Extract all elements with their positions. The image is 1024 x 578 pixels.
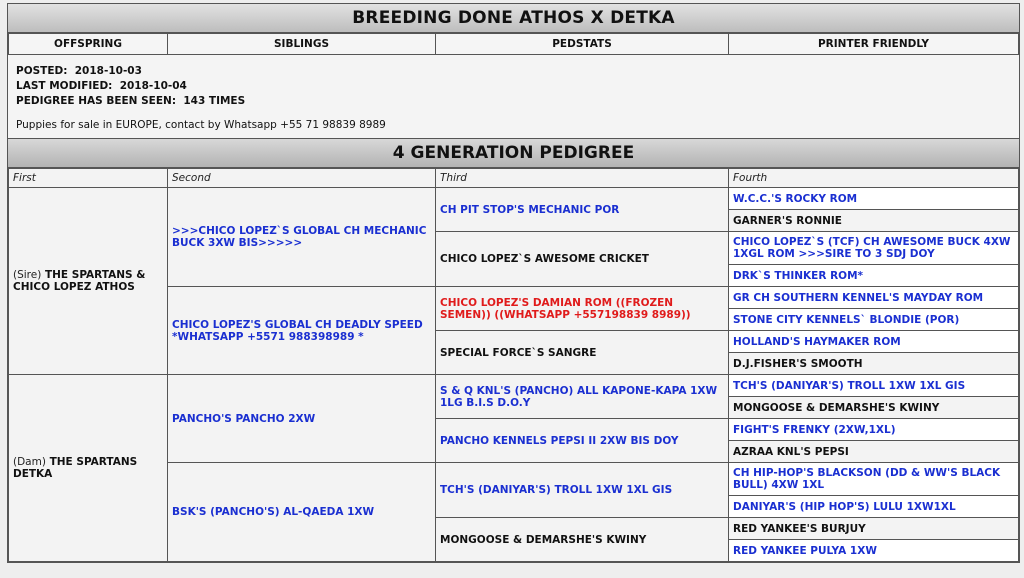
fourth-link-9[interactable]: TCH'S (DANIYAR'S) TROLL 1XW 1XL GIS bbox=[733, 379, 966, 392]
pedigree-title: 4 GENERATION PEDIGREE bbox=[8, 139, 1019, 168]
fourth-cell-7 bbox=[729, 331, 1019, 353]
third-link-5[interactable]: S & Q KNL'S (PANCHO) ALL KAPONE-KAPA 1XW 1LG B.I.S D.O.Y bbox=[440, 384, 718, 409]
fourth-cell-1 bbox=[729, 188, 1019, 210]
dam-label: (Dam) bbox=[13, 456, 46, 468]
pedigree-page bbox=[7, 3, 1020, 563]
fourth-cell-5 bbox=[729, 287, 1019, 309]
fourth-link-2[interactable]: GARNER'S RONNIE bbox=[733, 214, 842, 227]
fourth-link-4[interactable]: DRK`S THINKER ROM* bbox=[733, 269, 864, 282]
col-third: Third bbox=[436, 169, 729, 188]
fourth-cell-16 bbox=[729, 540, 1019, 562]
third-link-6[interactable]: PANCHO KENNELS PEPSI II 2XW BIS DOY bbox=[440, 434, 679, 447]
fourth-cell-2 bbox=[729, 210, 1019, 232]
sire-link[interactable]: THE SPARTANS & CHICO LOPEZ ATHOS bbox=[13, 269, 146, 293]
col-second: Second bbox=[168, 169, 436, 188]
fourth-link-8[interactable]: D.J.FISHER'S SMOOTH bbox=[733, 357, 863, 370]
fourth-link-10[interactable]: MONGOOSE & DEMARSHE'S KWINY bbox=[733, 401, 940, 414]
third-link-4[interactable]: SPECIAL FORCE`S SANGRE bbox=[440, 346, 597, 359]
page-title: BREEDING DONE ATHOS X DETKA bbox=[8, 4, 1019, 33]
fourth-cell-3 bbox=[729, 232, 1019, 265]
fourth-link-14[interactable]: DANIYAR'S (HIP HOP'S) LULU 1XW1XL bbox=[733, 500, 956, 513]
third-link-1[interactable]: CH PIT STOP'S MECHANIC POR bbox=[440, 203, 620, 216]
fourth-cell-6 bbox=[729, 309, 1019, 331]
posted-line bbox=[16, 64, 1011, 79]
third-cell-3 bbox=[436, 287, 729, 331]
third-cell-5 bbox=[436, 375, 729, 419]
third-cell-7 bbox=[436, 463, 729, 518]
sire-label: (Sire) bbox=[13, 269, 42, 281]
seen-label: PEDIGREE HAS BEEN SEEN: bbox=[16, 95, 177, 107]
fourth-link-1[interactable]: W.C.C.'S ROCKY ROM bbox=[733, 192, 858, 205]
second-link-2[interactable]: CHICO LOPEZ'S GLOBAL CH DEADLY SPEED *WHATSAPP +5571 988398989 * bbox=[172, 318, 423, 343]
posted-label: POSTED: bbox=[16, 65, 68, 77]
column-header-row bbox=[9, 169, 1019, 188]
second-link-1[interactable]: >>>CHICO LOPEZ`S GLOBAL CH MECHANIC BUCK 3XW BIS>>>>> bbox=[172, 225, 427, 249]
modified-date: 2018-10-04 bbox=[119, 80, 187, 92]
dam-link[interactable]: THE SPARTANS DETKA bbox=[13, 456, 138, 480]
fourth-link-16[interactable]: RED YANKEE PULYA 1XW bbox=[733, 544, 877, 557]
second-cell-3 bbox=[168, 375, 436, 463]
fourth-link-6[interactable]: STONE CITY KENNELS` BLONDIE (POR) bbox=[733, 313, 960, 326]
sale-note: Puppies for sale in EUROPE, contact by Whatsapp +55 71 98839 8989 bbox=[16, 119, 386, 131]
dam-cell bbox=[9, 375, 168, 562]
second-cell-2 bbox=[168, 287, 436, 375]
sire-cell bbox=[9, 188, 168, 375]
third-link-8[interactable]: MONGOOSE & DEMARSHE'S KWINY bbox=[440, 533, 647, 546]
second-link-3[interactable]: PANCHO'S PANCHO 2XW bbox=[172, 412, 316, 425]
nav-bar bbox=[8, 33, 1019, 55]
second-link-4[interactable]: BSK'S (PANCHO'S) AL-QAEDA 1XW bbox=[172, 506, 375, 518]
fourth-cell-12 bbox=[729, 441, 1019, 463]
seen-count: 143 TIMES bbox=[183, 95, 246, 107]
modified-line bbox=[16, 79, 1011, 94]
pedigree-table bbox=[8, 168, 1019, 562]
second-cell-4 bbox=[168, 463, 436, 562]
fourth-cell-13 bbox=[729, 463, 1019, 496]
col-fourth: Fourth bbox=[729, 169, 1019, 188]
fourth-cell-14 bbox=[729, 496, 1019, 518]
modified-label: LAST MODIFIED: bbox=[16, 80, 113, 92]
fourth-link-3[interactable]: CHICO LOPEZ`S (TCF) CH AWESOME BUCK 4XW 1XGL ROM >>>SIRE TO 3 SDJ DOY bbox=[733, 236, 1011, 260]
info-panel bbox=[8, 55, 1019, 139]
fourth-link-7[interactable]: HOLLAND'S HAYMAKER ROM bbox=[733, 335, 901, 348]
fourth-cell-15 bbox=[729, 518, 1019, 540]
fourth-link-15[interactable]: RED YANKEE'S BURJUY bbox=[733, 522, 866, 535]
nav-siblings[interactable]: SIBLINGS bbox=[168, 34, 436, 55]
third-cell-6 bbox=[436, 419, 729, 463]
fourth-link-11[interactable]: FIGHT'S FRENKY (2XW,1XL) bbox=[733, 423, 896, 436]
third-cell-1 bbox=[436, 188, 729, 232]
third-cell-4 bbox=[436, 331, 729, 375]
fourth-link-5[interactable]: GR CH SOUTHERN KENNEL'S MAYDAY ROM bbox=[733, 291, 984, 304]
fourth-cell-10 bbox=[729, 397, 1019, 419]
third-link-3[interactable]: CHICO LOPEZ'S DAMIAN ROM ((FROZEN SEMEN)) ((WHATSAPP +557198839 8989)) bbox=[440, 296, 691, 321]
nav-pedstats[interactable]: PEDSTATS bbox=[436, 34, 729, 55]
col-first: First bbox=[9, 169, 168, 188]
fourth-cell-8 bbox=[729, 353, 1019, 375]
seen-line bbox=[16, 94, 1011, 109]
third-link-2[interactable]: CHICO LOPEZ`S AWESOME CRICKET bbox=[440, 253, 649, 265]
third-cell-8 bbox=[436, 518, 729, 562]
fourth-cell-9 bbox=[729, 375, 1019, 397]
fourth-link-13[interactable]: CH HIP-HOP'S BLACKSON (DD & WW'S BLACK BULL) 4XW 1XL bbox=[733, 467, 1001, 491]
posted-date: 2018-10-03 bbox=[74, 65, 142, 77]
third-cell-2 bbox=[436, 232, 729, 287]
second-cell-1 bbox=[168, 188, 436, 287]
fourth-link-12[interactable]: AZRAA KNL'S PEPSI bbox=[733, 445, 849, 458]
nav-printer-friendly[interactable]: PRINTER FRIENDLY bbox=[729, 34, 1019, 55]
fourth-cell-11 bbox=[729, 419, 1019, 441]
fourth-cell-4 bbox=[729, 265, 1019, 287]
nav-offspring[interactable]: OFFSPRING bbox=[9, 34, 168, 55]
third-link-7[interactable]: TCH'S (DANIYAR'S) TROLL 1XW 1XL GIS bbox=[440, 484, 673, 496]
